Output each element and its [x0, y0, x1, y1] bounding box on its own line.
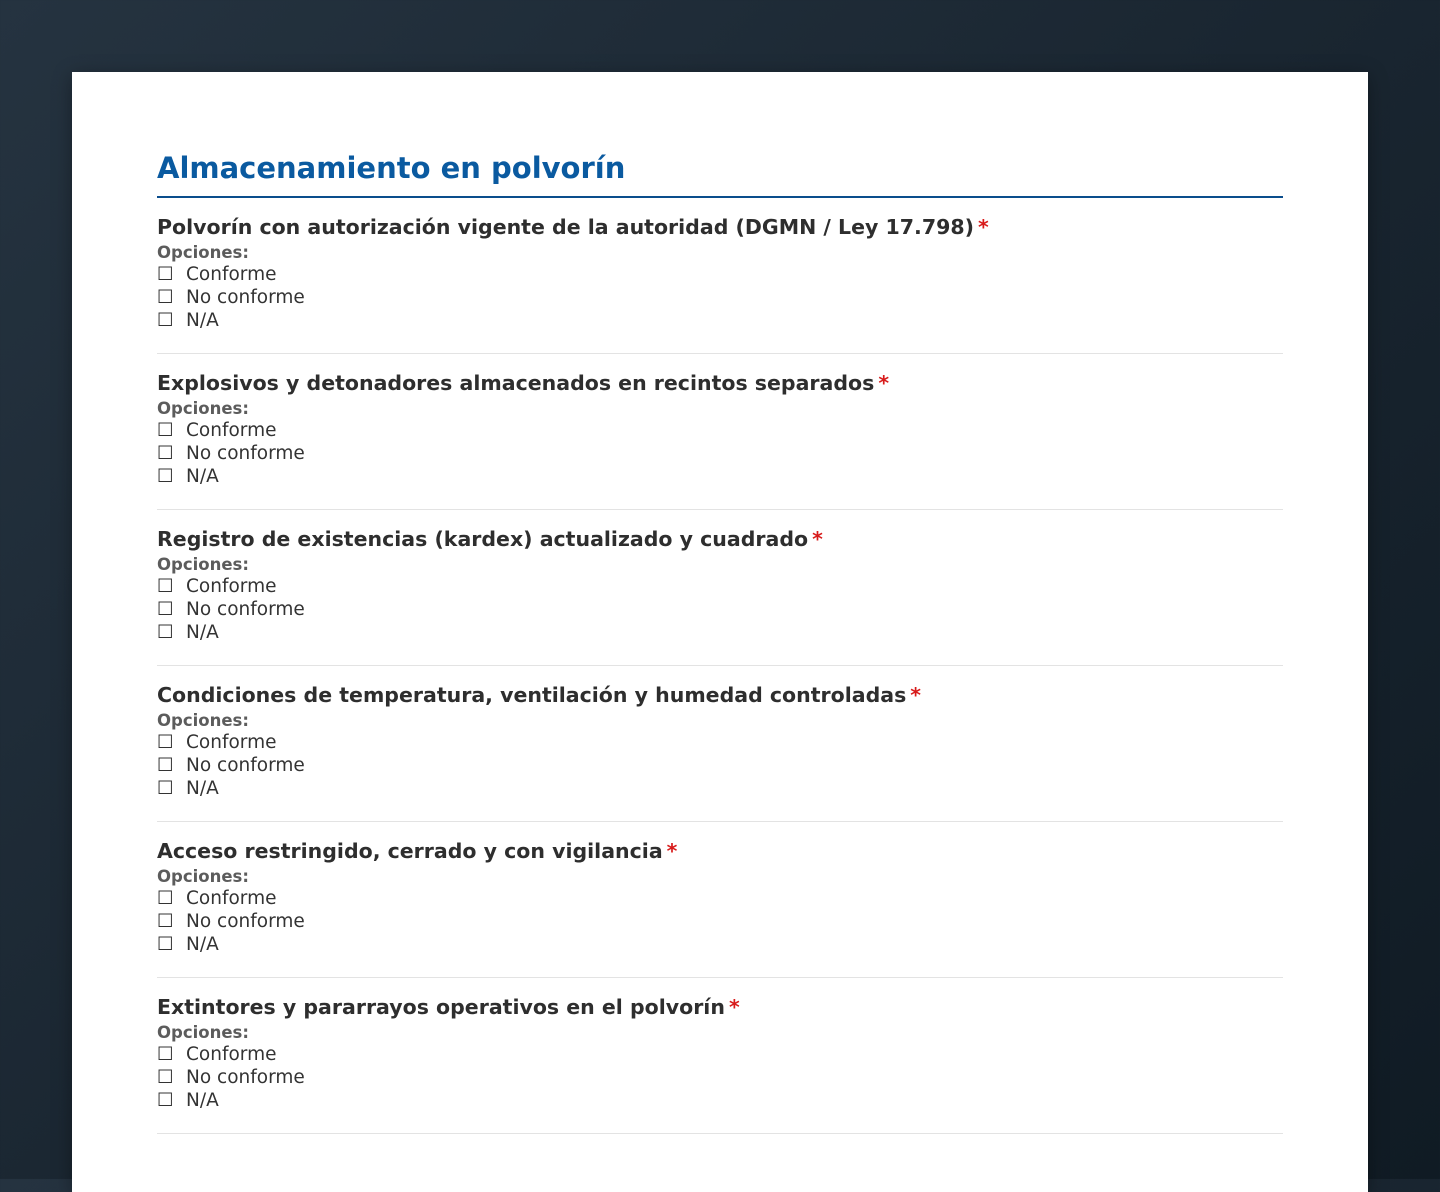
- question-label: Condiciones de temperatura, ventilación y humedad controladas *: [157, 683, 922, 707]
- option-conforme[interactable]: ☐ Conforme: [157, 732, 277, 753]
- question-label: Registro de existencias (kardex) actualizado y cuadrado *: [157, 527, 823, 551]
- question-item: [157, 510, 1283, 666]
- question-item: [157, 978, 1283, 1134]
- option-no-conforme[interactable]: ☐ No conforme: [157, 755, 305, 776]
- form-content: [157, 72, 1283, 1134]
- question-item: [157, 198, 1283, 354]
- checkbox-icon[interactable]: ☐: [157, 420, 174, 441]
- checkbox-icon[interactable]: ☐: [157, 1090, 174, 1111]
- checkbox-icon[interactable]: ☐: [157, 1067, 174, 1088]
- option-na[interactable]: ☐ N/A: [157, 1090, 219, 1111]
- option-no-conforme[interactable]: ☐ No conforme: [157, 287, 305, 308]
- checkbox-icon[interactable]: ☐: [157, 934, 174, 955]
- option-no-conforme[interactable]: ☐ No conforme: [157, 443, 305, 464]
- checkbox-icon[interactable]: ☐: [157, 599, 174, 620]
- required-marker: *: [977, 215, 989, 239]
- required-marker: *: [728, 995, 740, 1019]
- question-label: Explosivos y detonadores almacenados en recintos separados *: [157, 371, 890, 395]
- question-label: Acceso restringido, cerrado y con vigilancia *: [157, 839, 678, 863]
- checkbox-icon[interactable]: ☐: [157, 287, 174, 308]
- option-na[interactable]: ☐ N/A: [157, 466, 219, 487]
- option-no-conforme[interactable]: ☐ No conforme: [157, 599, 305, 620]
- required-marker: *: [910, 683, 922, 707]
- option-na[interactable]: ☐ N/A: [157, 310, 219, 331]
- options-heading: Opciones:: [157, 399, 249, 418]
- options-heading: Opciones:: [157, 555, 249, 574]
- checkbox-icon[interactable]: ☐: [157, 466, 174, 487]
- options-heading: Opciones:: [157, 243, 249, 262]
- options-heading: Opciones:: [157, 867, 249, 886]
- question-item: [157, 822, 1283, 978]
- question-item: [157, 666, 1283, 822]
- option-conforme[interactable]: ☐ Conforme: [157, 576, 277, 597]
- checkbox-icon[interactable]: ☐: [157, 622, 174, 643]
- options-heading: Opciones:: [157, 711, 249, 730]
- checkbox-icon[interactable]: ☐: [157, 443, 174, 464]
- options-heading: Opciones:: [157, 1023, 249, 1042]
- checkbox-icon[interactable]: ☐: [157, 732, 174, 753]
- checkbox-icon[interactable]: ☐: [157, 755, 174, 776]
- question-label: Polvorín con autorización vigente de la autoridad (DGMN / Ley 17.798) *: [157, 215, 989, 239]
- checkbox-icon[interactable]: ☐: [157, 911, 174, 932]
- required-marker: *: [878, 371, 890, 395]
- option-no-conforme[interactable]: ☐ No conforme: [157, 1067, 305, 1088]
- option-na[interactable]: ☐ N/A: [157, 622, 219, 643]
- checkbox-icon[interactable]: ☐: [157, 888, 174, 909]
- form-sheet: [72, 72, 1368, 1192]
- checkbox-icon[interactable]: ☐: [157, 1044, 174, 1065]
- checkbox-icon[interactable]: ☐: [157, 778, 174, 799]
- option-no-conforme[interactable]: ☐ No conforme: [157, 911, 305, 932]
- option-conforme[interactable]: ☐ Conforme: [157, 420, 277, 441]
- checkbox-icon[interactable]: ☐: [157, 310, 174, 331]
- question-item: [157, 354, 1283, 510]
- option-na[interactable]: ☐ N/A: [157, 778, 219, 799]
- checkbox-icon[interactable]: ☐: [157, 576, 174, 597]
- required-marker: *: [666, 839, 678, 863]
- option-conforme[interactable]: ☐ Conforme: [157, 264, 277, 285]
- option-conforme[interactable]: ☐ Conforme: [157, 1044, 277, 1065]
- checkbox-icon[interactable]: ☐: [157, 264, 174, 285]
- option-conforme[interactable]: ☐ Conforme: [157, 888, 277, 909]
- section-title: Almacenamiento en polvorín: [157, 72, 1283, 198]
- required-marker: *: [812, 527, 823, 551]
- option-na[interactable]: ☐ N/A: [157, 934, 219, 955]
- question-label: Extintores y pararrayos operativos en el polvorín *: [157, 995, 740, 1019]
